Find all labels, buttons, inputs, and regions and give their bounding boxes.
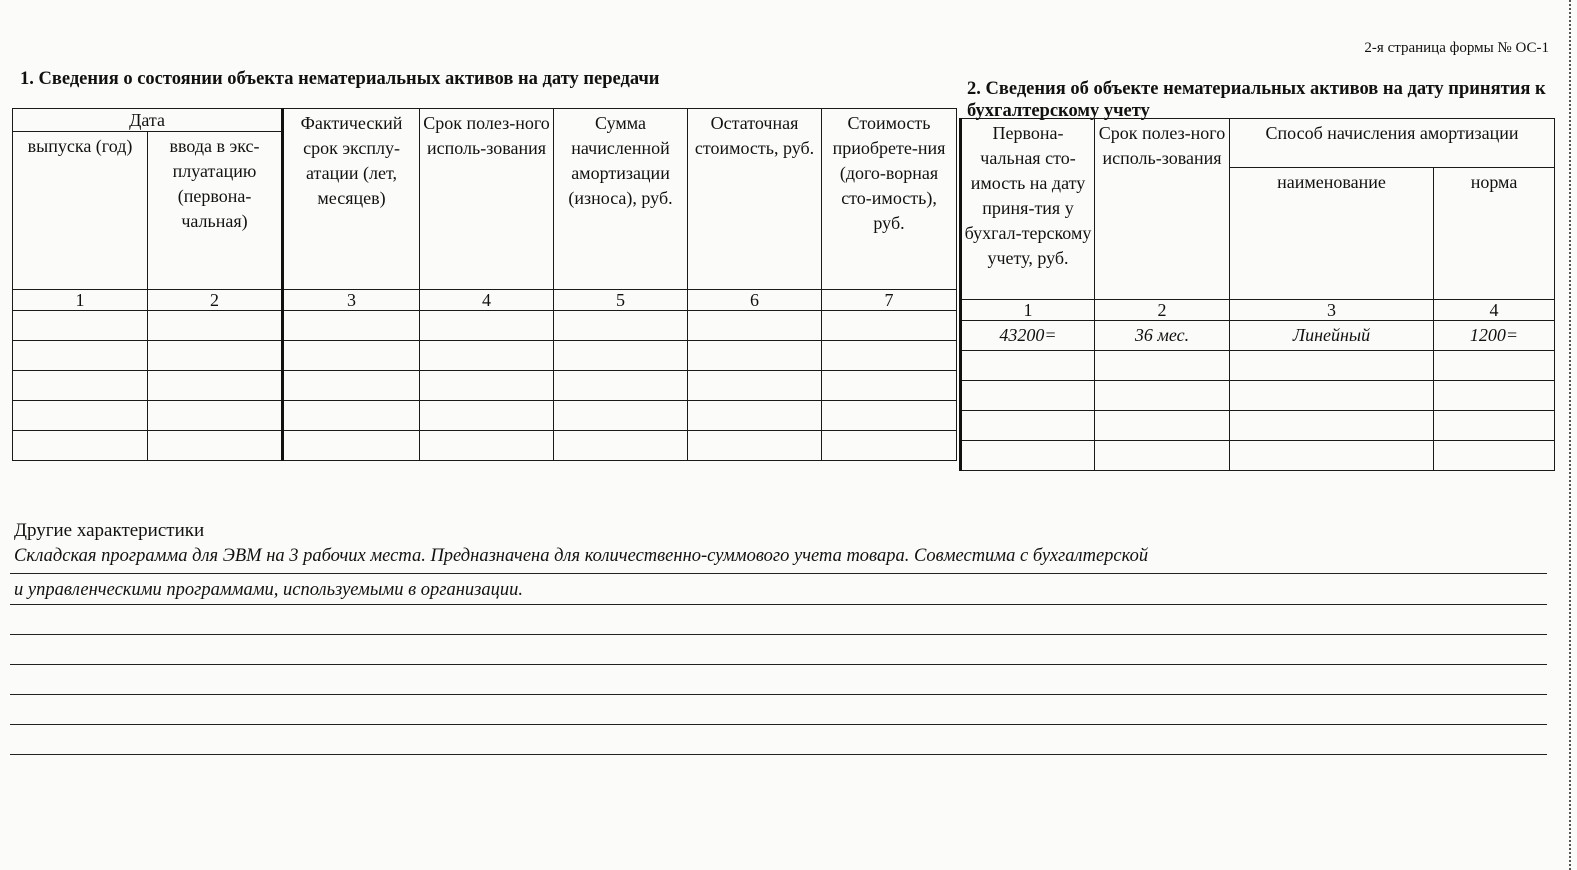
section1-table	[12, 108, 957, 461]
rule-line	[10, 754, 1547, 755]
rule-line	[10, 664, 1547, 665]
table-cell[interactable]	[1095, 381, 1230, 411]
section1-data-row	[13, 401, 957, 431]
table-cell[interactable]	[1230, 351, 1434, 381]
col-number: 4	[420, 290, 554, 311]
table-cell[interactable]	[554, 401, 688, 431]
table-cell[interactable]	[13, 311, 148, 341]
rule-line	[10, 604, 1547, 605]
col-useful-life-header: Срок полез-ного исполь-зования	[1095, 119, 1230, 300]
col-number: 4	[1434, 300, 1555, 321]
section2-data-row	[961, 411, 1555, 441]
section1-data-row	[13, 311, 957, 341]
table-cell[interactable]	[961, 351, 1095, 381]
table-cell[interactable]	[1230, 441, 1434, 471]
col-rate-header: норма	[1434, 168, 1555, 300]
table-cell[interactable]	[688, 401, 822, 431]
table-cell[interactable]	[822, 311, 957, 341]
section1-data-row	[13, 371, 957, 401]
table-cell[interactable]	[961, 411, 1095, 441]
table-cell[interactable]	[554, 311, 688, 341]
rate-value[interactable]: 1200=	[1434, 321, 1555, 351]
table-cell[interactable]	[13, 431, 148, 461]
table-cell[interactable]	[420, 371, 554, 401]
col-number: 2	[148, 290, 283, 311]
col-number: 5	[554, 290, 688, 311]
rule-line	[10, 724, 1547, 725]
table-cell[interactable]	[688, 341, 822, 371]
section2-data-row	[961, 441, 1555, 471]
table-cell[interactable]	[1230, 411, 1434, 441]
table-cell[interactable]	[1434, 351, 1555, 381]
col-actual-term-header: Фактический срок эксплу-атации (лет, месяцев)	[283, 109, 420, 290]
other-characteristics-line-1[interactable]: Складская программа для ЭВМ на 3 рабочих места. Предназначена для количественно-суммового учета товара. Совместима с бухгалтерской	[14, 546, 1149, 566]
table-cell[interactable]	[148, 401, 283, 431]
col-useful-life-header: Срок полез-ного исполь-зования	[420, 109, 554, 290]
method-name-value[interactable]: Линейный	[1230, 321, 1434, 351]
table-cell[interactable]	[822, 341, 957, 371]
table-cell[interactable]	[688, 371, 822, 401]
table-cell[interactable]	[554, 431, 688, 461]
table-cell[interactable]	[148, 341, 283, 371]
amortization-method-group-header: Способ начисления амортизации	[1230, 119, 1555, 168]
col-number: 7	[822, 290, 957, 311]
table-cell[interactable]	[1434, 441, 1555, 471]
table-cell[interactable]	[688, 431, 822, 461]
table-cell[interactable]	[283, 341, 420, 371]
col-number: 3	[283, 290, 420, 311]
useful-life-value[interactable]: 36 мес.	[1095, 321, 1230, 351]
table-cell[interactable]	[283, 371, 420, 401]
col-commissioning-header: ввода в экс-плуатацию (первона-чальная)	[148, 132, 283, 290]
table-cell[interactable]	[148, 431, 283, 461]
other-characteristics-line-2[interactable]: и управленческими программами, используемыми в организации.	[14, 580, 523, 600]
table-cell[interactable]	[961, 381, 1095, 411]
col-release-year-header: выпуска (год)	[13, 132, 148, 290]
col-acquisition-cost-header: Стоимость приобрете-ния (дого-ворная сто-имость), руб.	[822, 109, 957, 290]
section2-data-row	[961, 381, 1555, 411]
table-cell[interactable]	[420, 311, 554, 341]
table-cell[interactable]	[961, 441, 1095, 471]
col-number: 1	[961, 300, 1095, 321]
section1-header-row-1	[13, 109, 957, 132]
table-cell[interactable]	[420, 431, 554, 461]
table-cell[interactable]	[554, 341, 688, 371]
table-cell[interactable]	[1434, 411, 1555, 441]
col-accrued-amortization-header: Сумма начисленной амортизации (износа), руб.	[554, 109, 688, 290]
table-cell[interactable]	[148, 371, 283, 401]
section1-title: 1. Сведения о состоянии объекта нематериальных активов на дату передачи	[20, 69, 660, 89]
col-initial-cost-header: Первона-чальная сто-имость на дату приня-тия у бухгал-терскому учету, руб.	[961, 119, 1095, 300]
rule-line	[10, 634, 1547, 635]
section1-data-row	[13, 431, 957, 461]
table-cell[interactable]	[1095, 351, 1230, 381]
rule-line	[10, 694, 1547, 695]
table-cell[interactable]	[13, 341, 148, 371]
col-number: 3	[1230, 300, 1434, 321]
page-edge-perforation	[1569, 0, 1571, 870]
table-cell[interactable]	[1230, 381, 1434, 411]
col-method-name-header: наименование	[1230, 168, 1434, 300]
section2-number-row	[961, 300, 1555, 321]
date-group-header: Дата	[13, 109, 283, 132]
table-cell[interactable]	[1095, 411, 1230, 441]
table-cell[interactable]	[1434, 381, 1555, 411]
table-cell[interactable]	[554, 371, 688, 401]
section1-data-row	[13, 341, 957, 371]
table-cell[interactable]	[283, 401, 420, 431]
table-cell[interactable]	[420, 401, 554, 431]
table-cell[interactable]	[822, 401, 957, 431]
table-cell[interactable]	[1095, 441, 1230, 471]
table-cell[interactable]	[148, 311, 283, 341]
table-cell[interactable]	[420, 341, 554, 371]
section2-table	[959, 118, 1555, 471]
table-cell[interactable]	[822, 371, 957, 401]
table-cell[interactable]	[688, 311, 822, 341]
table-cell[interactable]	[13, 401, 148, 431]
initial-cost-value[interactable]: 43200=	[961, 321, 1095, 351]
section2-data-row	[961, 351, 1555, 381]
section1-number-row	[13, 290, 957, 311]
table-cell[interactable]	[283, 431, 420, 461]
col-number: 6	[688, 290, 822, 311]
col-number: 1	[13, 290, 148, 311]
rule-line	[10, 573, 1547, 574]
section2-title: 2. Сведения об объекте нематериальных активов на дату принятия к бухгалтерскому учету	[967, 79, 1546, 121]
table-cell[interactable]	[283, 311, 420, 341]
col-residual-value-header: Остаточная стоимость, руб.	[688, 109, 822, 290]
section2-header-row-1	[961, 119, 1555, 168]
section2-data-row	[961, 321, 1555, 351]
col-number: 2	[1095, 300, 1230, 321]
table-cell[interactable]	[13, 371, 148, 401]
table-cell[interactable]	[822, 431, 957, 461]
other-characteristics-label: Другие характеристики	[14, 520, 205, 541]
form-page-header: 2-я страница формы № ОС-1	[1364, 40, 1549, 56]
